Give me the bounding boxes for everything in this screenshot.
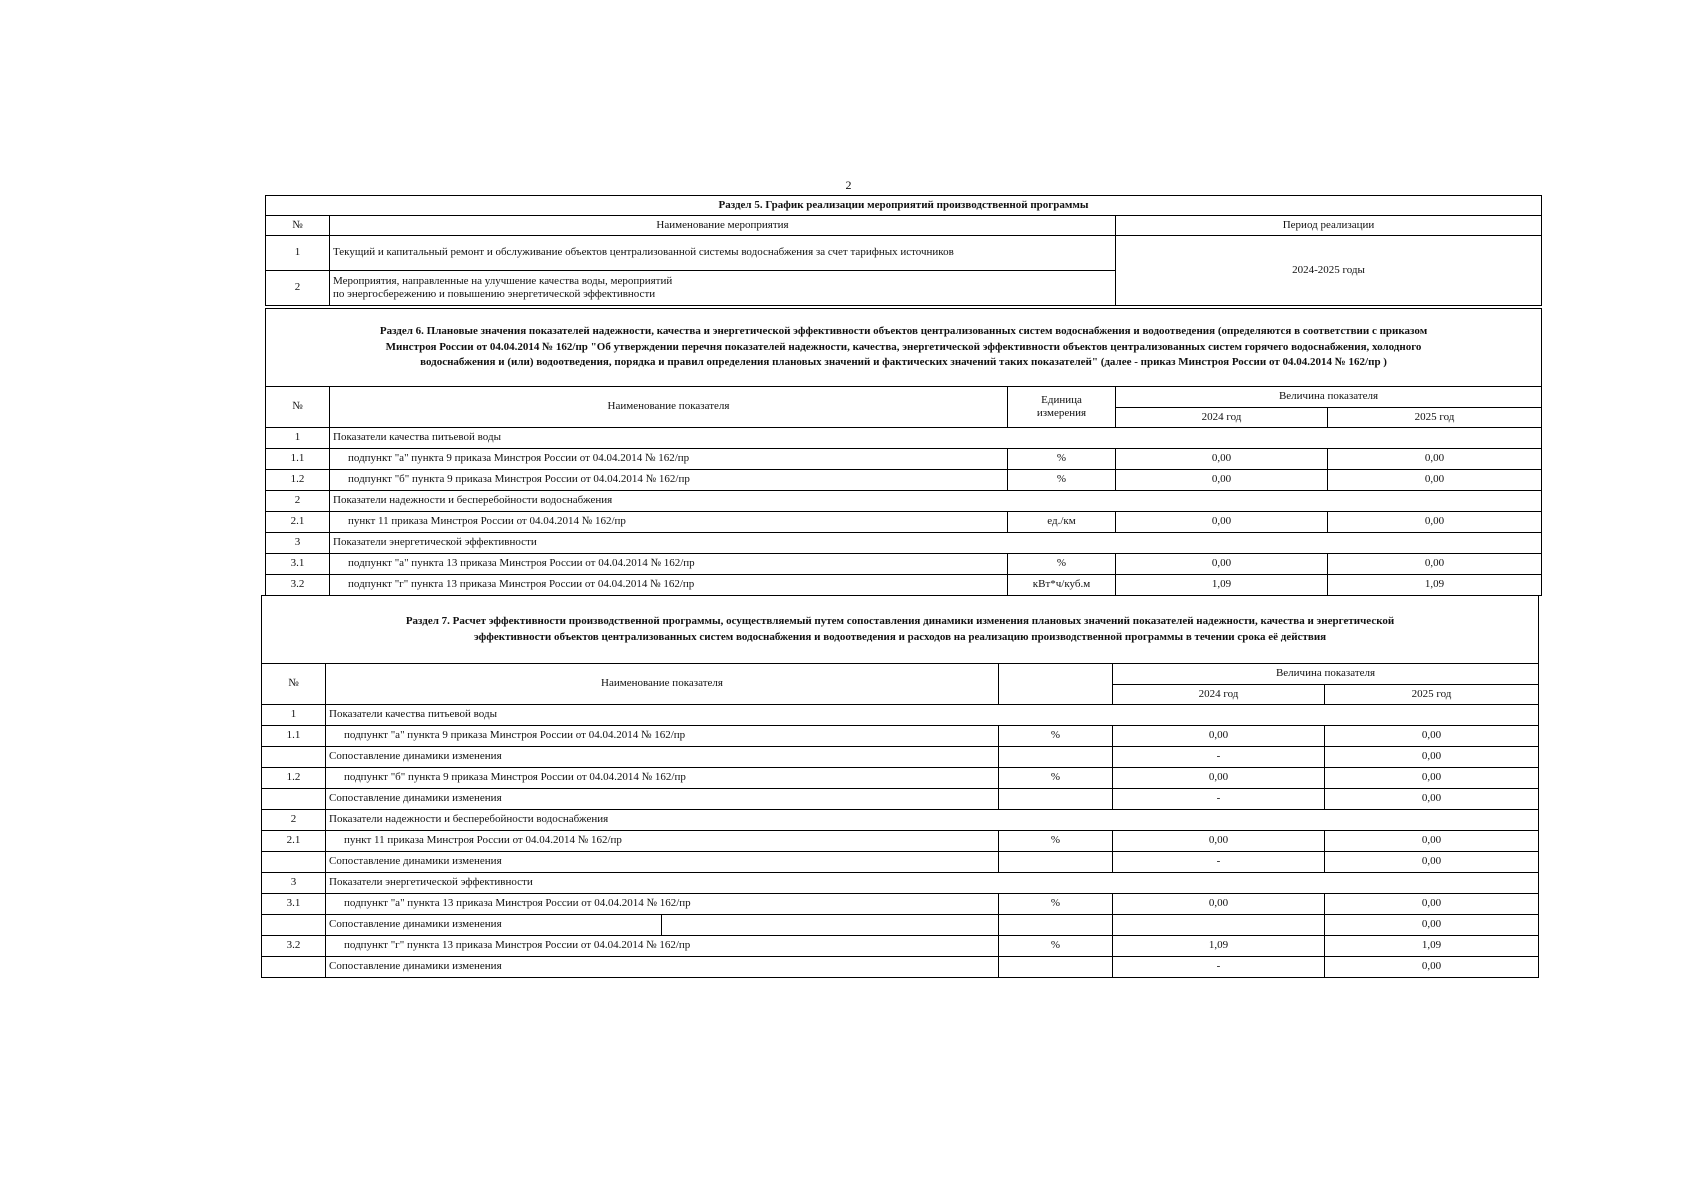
comparison-label: Сопоставление динамики изменения [326,957,999,978]
value-2024: 0,00 [1113,726,1325,747]
implementation-period: 2024-2025 годы [1116,236,1542,306]
col-header-value: Величина показателя [1113,664,1539,685]
row-number: 1 [262,705,326,726]
col-header-value: Величина показателя [1116,387,1542,408]
table-row [266,470,1542,491]
row-number: 2.1 [262,831,326,852]
table-row [266,512,1542,533]
unit: % [999,726,1113,747]
group-name: Показатели качества питьевой воды [326,705,1539,726]
table-row [266,449,1542,470]
unit: % [1008,449,1116,470]
group-row [262,705,1539,726]
col-header-no: № [266,387,330,428]
col-header-unit-line: Единица [1041,393,1082,406]
activity-name: Текущий и капитальный ремонт и обслуживание объектов централизованной системы водоснабжения за счет тарифных источников [330,236,1116,271]
activity-name [330,271,1116,306]
group-row [266,428,1542,449]
unit: % [999,768,1113,789]
row-number: 1.2 [266,470,330,491]
indicator-name: подпункт "а" пункта 13 приказа Минстроя России от 04.04.2014 № 162/пр [326,894,999,915]
row-number: 1 [266,428,330,449]
group-row [262,810,1539,831]
group-name: Показатели надежности и бесперебойности водоснабжения [326,810,1539,831]
row-number [262,747,326,768]
unit: % [999,831,1113,852]
row-number: 3.1 [262,894,326,915]
unit: % [1008,470,1116,491]
row-number [262,915,326,936]
table-row [266,554,1542,575]
value-2024: - [1113,747,1325,768]
row-number: 3 [262,873,326,894]
col-header-unit-line: измерения [1036,407,1087,419]
row-number: 2 [266,491,330,512]
indicator-name: пункт 11 приказа Минстроя России от 04.04.2014 № 162/пр [330,512,1008,533]
unit: ед./км [1008,512,1116,533]
value-2025: 0,00 [1325,831,1539,852]
value-2024: 0,00 [1116,554,1328,575]
value-2025: 0,00 [1328,554,1542,575]
value-2024: 0,00 [1113,831,1325,852]
row-number: 1.1 [262,726,326,747]
unit [999,957,1113,978]
comparison-row [262,852,1539,873]
col-header-activity-name: Наименование мероприятия [330,216,1116,236]
row-number: 2.1 [266,512,330,533]
value-2024: - [1113,789,1325,810]
group-name: Показатели качества питьевой воды [330,428,1542,449]
comparison-label [326,915,999,936]
value-2024: 1,09 [1116,575,1328,596]
activity-name-line: по энергосбережению и повышению энергетической эффективности [333,288,656,300]
col-header-indicator-name: Наименование показателя [326,664,999,705]
comparison-label: Сопоставление динамики изменения [326,852,999,873]
value-2025: 0,00 [1328,470,1542,491]
col-header-indicator-name: Наименование показателя [330,387,1008,428]
group-row [266,491,1542,512]
value-2024: 0,00 [1113,894,1325,915]
row-number [262,957,326,978]
table-row [262,768,1539,789]
table-row [262,936,1539,957]
col-header-unit-empty [999,664,1113,705]
col-header-2025: 2025 год [1325,685,1539,705]
group-name: Показатели надежности и бесперебойности водоснабжения [330,491,1542,512]
comparison-row [262,957,1539,978]
value-2024 [1113,915,1325,936]
comparison-row [262,789,1539,810]
cell-divider [661,915,662,935]
section-5-table [265,195,1542,306]
row-number: 3.2 [262,936,326,957]
row-number [262,789,326,810]
indicator-name: подпункт "б" пункта 9 приказа Минстроя России от 04.04.2014 № 162/пр [330,470,1008,491]
group-name: Показатели энергетической эффективности [326,873,1539,894]
col-header-period: Период реализации [1116,216,1542,236]
row-number [262,852,326,873]
value-2025: 0,00 [1328,512,1542,533]
row-number: 1 [266,236,330,271]
value-2024: 0,00 [1113,768,1325,789]
unit: % [1008,554,1116,575]
value-2025: 0,00 [1325,957,1539,978]
value-2024: - [1113,852,1325,873]
comparison-label: Сопоставление динамики изменения [326,789,999,810]
value-2025: 0,00 [1325,894,1539,915]
section-7-rows [262,705,1539,978]
section-6-title-line: Минстроя России от 04.04.2014 № 162/пр "Об утверждении перечня показателей надежности, качества, энергетической эффективности объектов централизованных систем горячего водоснабжения, холодного [385,340,1422,353]
value-2025: 0,00 [1325,789,1539,810]
section-6-table [265,308,1542,596]
group-row [266,533,1542,554]
section-6-title [266,309,1542,387]
table-row [266,575,1542,596]
comparison-row [262,915,1539,936]
section-5-title: Раздел 5. График реализации мероприятий производственной программы [266,196,1542,216]
section-6-title-line: водоснабжения и (или) водоотведения, порядка и правил определения плановых значений и фактических значений таких показателей" (далее - приказ Минстроя России от 04.04.2014 № 162/пр ) [420,356,1387,369]
page-number: 2 [845,178,852,192]
activity-name-line: Мероприятия, направленные на улучшение качества воды, мероприятий [333,274,673,287]
section-7-title-line: эффективности объектов централизованных систем водоснабжения и водоотведения и расходов на реализацию производственной программы в течении срока её действия [473,630,1327,643]
value-2025: 0,00 [1328,449,1542,470]
value-2025: 0,00 [1325,726,1539,747]
section-7-table [261,595,1539,978]
unit [999,789,1113,810]
row-number: 3.1 [266,554,330,575]
indicator-name: подпункт "б" пункта 9 приказа Минстроя России от 04.04.2014 № 162/пр [326,768,999,789]
indicator-name: подпункт "г" пункта 13 приказа Минстроя России от 04.04.2014 № 162/пр [326,936,999,957]
value-2024: 0,00 [1116,470,1328,491]
unit: % [999,894,1113,915]
table-row [266,236,1542,271]
col-header-no: № [262,664,326,705]
indicator-name: подпункт "г" пункта 13 приказа Минстроя России от 04.04.2014 № 162/пр [330,575,1008,596]
row-number: 1.1 [266,449,330,470]
table-row [262,894,1539,915]
value-2025: 1,09 [1328,575,1542,596]
table-row [262,726,1539,747]
indicator-name: подпункт "а" пункта 9 приказа Минстроя России от 04.04.2014 № 162/пр [326,726,999,747]
unit: % [999,936,1113,957]
unit [999,915,1113,936]
value-2024: - [1113,957,1325,978]
group-row [262,873,1539,894]
unit [999,747,1113,768]
section-7-title [262,596,1539,664]
row-number: 2 [266,271,330,306]
col-header-2025: 2025 год [1328,408,1542,428]
indicator-name: пункт 11 приказа Минстроя России от 04.04.2014 № 162/пр [326,831,999,852]
col-header-2024: 2024 год [1113,685,1325,705]
table-row [262,831,1539,852]
group-name: Показатели энергетической эффективности [330,533,1542,554]
row-number: 3.2 [266,575,330,596]
row-number: 2 [262,810,326,831]
row-number: 1.2 [262,768,326,789]
value-2024: 0,00 [1116,512,1328,533]
col-header-no: № [266,216,330,236]
indicator-name: подпункт "а" пункта 13 приказа Минстроя России от 04.04.2014 № 162/пр [330,554,1008,575]
row-number: 3 [266,533,330,554]
value-2025: 0,00 [1325,747,1539,768]
value-2025: 0,00 [1325,915,1539,936]
comparison-label-text: Сопоставление динамики изменения [329,918,502,931]
col-header-2024: 2024 год [1116,408,1328,428]
comparison-row [262,747,1539,768]
unit: кВт*ч/куб.м [1008,575,1116,596]
value-2024: 1,09 [1113,936,1325,957]
value-2025: 1,09 [1325,936,1539,957]
indicator-name: подпункт "а" пункта 9 приказа Минстроя России от 04.04.2014 № 162/пр [330,449,1008,470]
unit [999,852,1113,873]
comparison-label: Сопоставление динамики изменения [326,747,999,768]
col-header-unit [1008,387,1116,428]
section-7-title-line: Раздел 7. Расчет эффективности производственной программы, осуществляемый путем сопоставления динамики изменения плановых значений показателей надежности, качества и энергетической [405,614,1395,627]
value-2024: 0,00 [1116,449,1328,470]
value-2025: 0,00 [1325,768,1539,789]
section-6-title-line: Раздел 6. Плановые значения показателей надежности, качества и энергетической эффективности объектов централизованных систем водоснабжения и водоотведения (определяются в соответствии с приказом [379,324,1428,337]
value-2025: 0,00 [1325,852,1539,873]
